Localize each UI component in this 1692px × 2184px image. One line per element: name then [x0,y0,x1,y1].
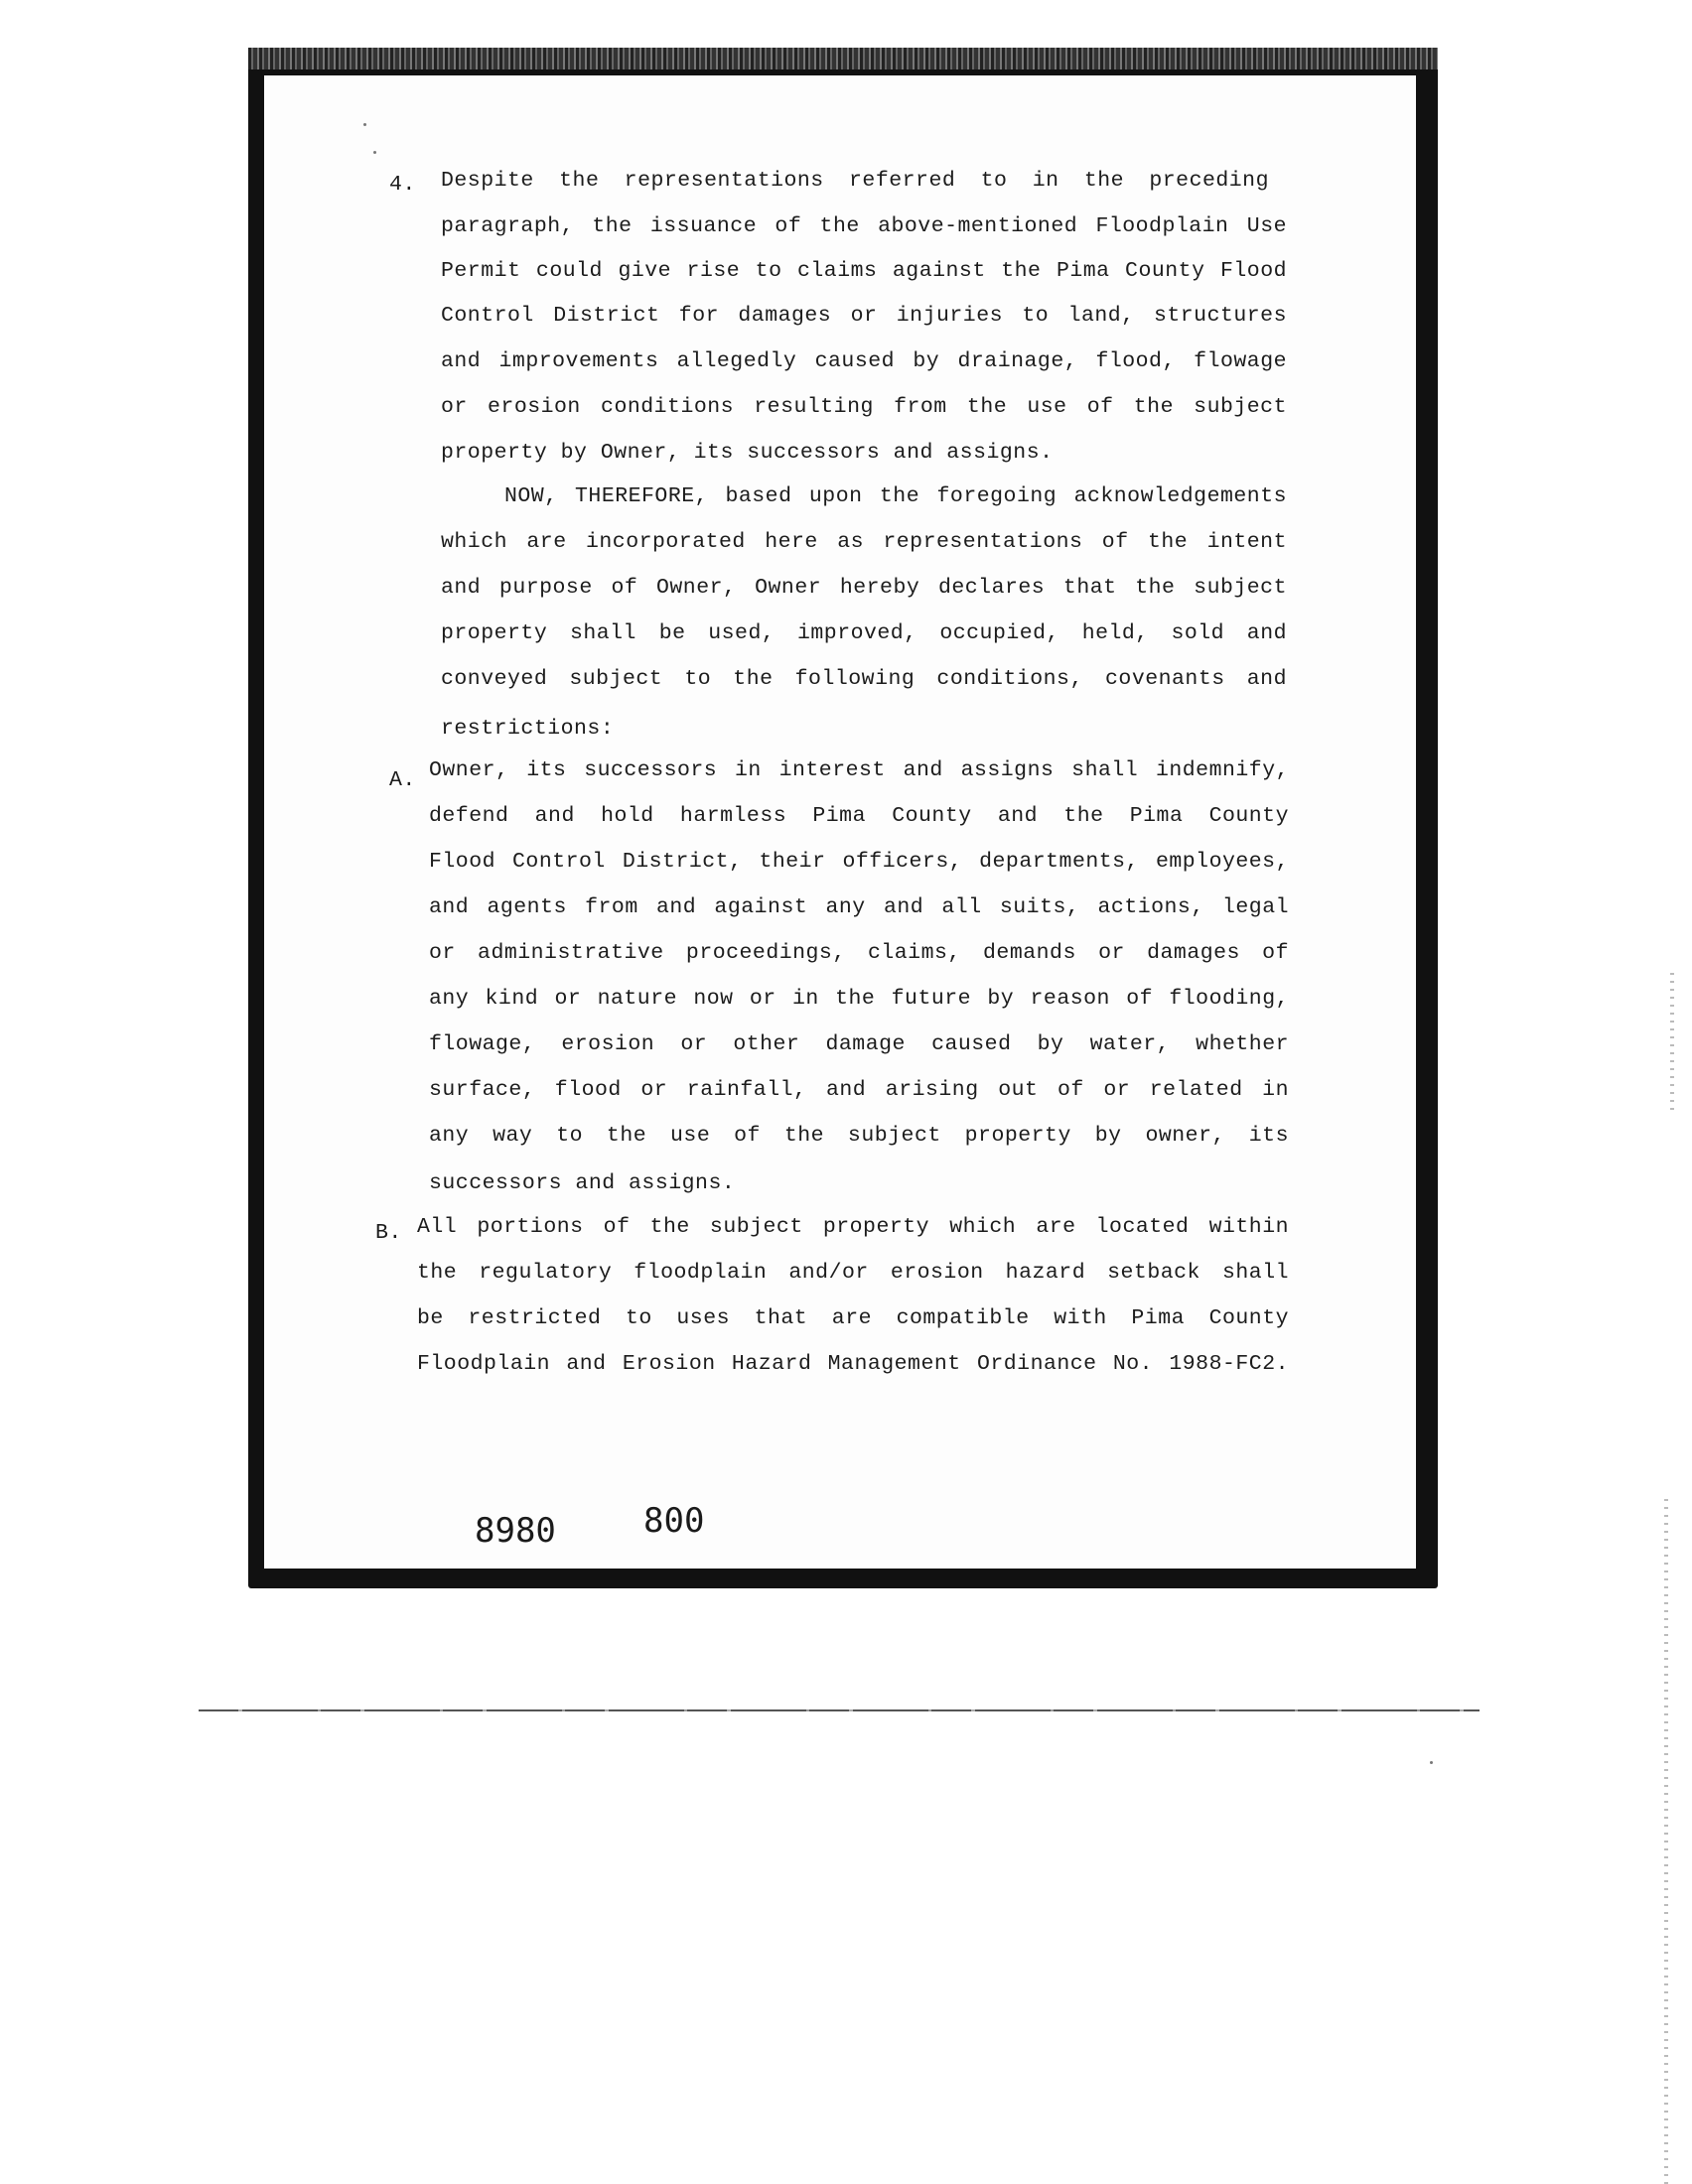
paragraph-4-line-4: Control District for damages or injuries to land, structures [441,304,1287,328]
now-therefore-line-3: and purpose of Owner, Owner hereby declares that the subject [441,576,1287,600]
paragraph-4-line-7: property by Owner, its successors and assigns. [441,441,1054,465]
clause-a-line-6: any kind or nature now or in the future by reason of flooding, [429,987,1289,1011]
clause-b-label: B. [375,1221,402,1245]
now-therefore-line-5: conveyed subject to the following conditions, covenants and [441,667,1287,691]
paragraph-4-line-1: Despite the representations referred to in the preceding [441,169,1269,193]
now-therefore-line-6: restrictions: [441,717,615,741]
clause-a-line-7: flowage, erosion or other damage caused by water, whether [429,1032,1289,1056]
fold-line [199,1709,1480,1711]
paragraph-4-line-3: Permit could give rise to claims against the Pima County Flood [441,259,1287,283]
clause-b-line-4: Floodplain and Erosion Hazard Management Ordinance No. 1988-FC2. [417,1352,1289,1376]
speck [363,123,366,126]
clause-a-label: A. [389,768,416,792]
edge-artifact [1670,973,1674,1112]
clause-b-line-2: the regulatory floodplain and/or erosion hazard setback shall [417,1261,1289,1285]
clause-a-line-8: surface, flood or rainfall, and arising out of or related in [429,1078,1289,1102]
clause-a-line-2: defend and hold harmless Pima County and the Pima County [429,804,1289,828]
now-therefore-line-2: which are incorporated here as representations of the intent [441,530,1287,554]
edge-artifact [1664,1499,1668,2184]
clause-a-line-10: successors and assigns. [429,1171,736,1195]
docket-number: 8980 [475,1511,556,1551]
paragraph-4-line-6: or erosion conditions resulting from the use of the subject [441,395,1287,419]
now-therefore-line-1: NOW, THEREFORE, based upon the foregoing acknowledgements [504,484,1287,508]
page-number: 800 [643,1501,705,1541]
clause-b-line-3: be restricted to uses that are compatible with Pima County [417,1306,1289,1330]
frame-top-edge [248,48,1438,69]
speck [373,151,376,154]
speck [1430,1761,1433,1764]
clause-b-line-1: All portions of the subject property which are located within [417,1215,1289,1239]
paragraph-4-line-2: paragraph, the issuance of the above-mentioned Floodplain Use [441,214,1287,238]
now-therefore-line-4: property shall be used, improved, occupied, held, sold and [441,621,1287,645]
clause-a-line-4: and agents from and against any and all suits, actions, legal [429,895,1289,919]
paragraph-4-line-5: and improvements allegedly caused by drainage, flood, flowage [441,349,1287,373]
clause-a-line-3: Flood Control District, their officers, departments, employees, [429,850,1289,874]
paragraph-4-label: 4. [389,173,416,197]
clause-a-line-9: any way to the use of the subject property by owner, its [429,1124,1289,1148]
clause-a-line-1: Owner, its successors in interest and assigns shall indemnify, [429,758,1289,782]
clause-a-line-5: or administrative proceedings, claims, demands or damages of [429,941,1289,965]
